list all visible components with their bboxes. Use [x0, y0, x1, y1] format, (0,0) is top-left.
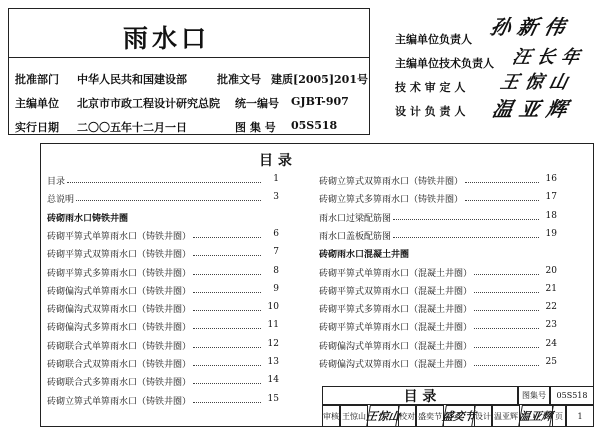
contents-entry-page: 21 [545, 283, 557, 294]
contents-entry-leader [193, 383, 261, 384]
contents-entry-page: 16 [545, 174, 557, 184]
contents-entry-leader [474, 310, 539, 311]
resp-label-design: 设 计 负 责 人 [395, 105, 466, 118]
contents-entry-label: 砖砌平箅式单箅雨水口（混凝土井圈） [319, 323, 473, 334]
approve-dept-label: 批准部门 [15, 73, 59, 86]
impl-date-label: 实行日期 [15, 121, 59, 134]
contents-entry [319, 320, 557, 337]
contents-entry [47, 394, 279, 411]
contents-entry-label: 砖砌雨水口铸铁井圈 [47, 213, 129, 224]
atlas-no-label: 图 集 号 [235, 121, 276, 134]
contents-entry-page: 3 [273, 192, 279, 203]
contents-entry [47, 174, 279, 191]
titleblock-title: 目 录 [322, 386, 518, 405]
contents-entry-label: 总说明 [47, 195, 75, 206]
contents-entry-label: 砖砌立箅式多箅雨水口（铸铁井圈） [319, 195, 464, 206]
titleblock-review-signature: 王惊山 [366, 405, 400, 427]
contents-entry-leader [193, 328, 261, 329]
contents-entry-label: 砖砌平箅式单箅雨水口（铸铁井圈） [47, 231, 192, 242]
titleblock-design-name: 温亚辉 [492, 405, 520, 427]
contents-entry [47, 357, 279, 374]
contents-entry [47, 229, 279, 246]
contents-entry-page: 10 [267, 302, 279, 313]
contents-entry-page: 11 [267, 320, 279, 331]
titleblock-review-label: 审核 [322, 405, 340, 427]
contents-entry-label: 砖砌平箅式单箅雨水口（混凝土井圈） [319, 268, 473, 279]
contents-entry-leader [193, 255, 261, 256]
contents-entry-page: 17 [545, 192, 557, 203]
contents-entry-page: 14 [267, 375, 279, 386]
responsible-persons [395, 15, 595, 135]
contents-entry-page: 20 [545, 265, 557, 276]
atlas-no: 05S518 [291, 119, 338, 132]
contents-entry [47, 339, 279, 356]
contents-entry-label: 砖砌联合式多箅雨水口（铸铁井圈） [47, 378, 192, 389]
contents-entry-leader [474, 365, 539, 366]
contents-entry-label: 砖砌联合式单箅雨水口（铸铁井圈） [47, 341, 192, 352]
contents-entry-leader [393, 237, 539, 238]
page-title: 雨水口 [123, 24, 211, 53]
contents-entry [319, 174, 557, 191]
contents-entry-label: 砖砌平箅式双箅雨水口（混凝土井圈） [319, 286, 473, 297]
contents-entry-page: 19 [545, 228, 557, 239]
titleblock-design-label: 设计 [474, 405, 492, 427]
contents-entry [47, 302, 279, 319]
contents-entry-leader [474, 292, 539, 293]
contents-entry-label: 砖砌平箅式多箅雨水口（铸铁井圈） [47, 268, 192, 279]
contents-entry-leader [76, 200, 261, 201]
contents-entry-leader [193, 365, 261, 366]
contents-entry-leader [474, 274, 539, 275]
contents-entry-leader [193, 402, 261, 403]
titleblock-page-label: 页 [552, 405, 566, 427]
contents-entry-label: 雨水口过梁配筋图 [319, 213, 392, 224]
contents-entry-label: 砖砌平箅式多箅雨水口（混凝土井圈） [319, 305, 473, 316]
contents-entry-label: 砖砌立箅式双箅雨水口（铸铁井圈） [319, 177, 464, 187]
titleblock-atlas-label: 图集号 [518, 386, 550, 405]
contents-entry [47, 192, 279, 209]
contents-entry [47, 266, 279, 283]
titleblock-check-label: 校对 [398, 405, 416, 427]
contents-entry-page: 22 [545, 302, 557, 313]
titleblock-page-no: 1 [566, 405, 594, 427]
contents-entry-page: 12 [267, 338, 279, 349]
contents-entry-leader [193, 237, 261, 238]
contents-entry [319, 357, 557, 374]
contents-entry [319, 266, 557, 283]
contents-entry-page: 23 [545, 320, 557, 331]
contents-entry-leader [193, 310, 261, 311]
resp-signature-design: 温 亚 辉 [490, 97, 570, 121]
approve-doc-label: 批准文号 [217, 73, 261, 86]
contents-entry-page: 13 [267, 357, 279, 367]
contents-entry-leader [67, 182, 261, 183]
header-row-date [9, 113, 369, 139]
header-row-chief [9, 89, 369, 115]
contents-entry-page: 9 [273, 283, 279, 294]
contents-entry [319, 284, 557, 301]
resp-signature-chief: 孙 新 伟 [488, 15, 568, 39]
contents-entry [47, 320, 279, 337]
approve-doc: 建质[2005]201号 [271, 73, 368, 86]
impl-date: 二〇〇五年十二月一日 [77, 121, 187, 134]
contents-entry [319, 247, 557, 264]
contents-entry-label: 砖砌偏沟式双箅雨水口（混凝土井圈） [319, 360, 473, 370]
contents-entry-leader [474, 347, 539, 348]
contents-entry [47, 375, 279, 392]
contents-entry [319, 229, 557, 246]
contents-entry-page: 18 [545, 210, 557, 221]
resp-signature-review: 王 惊 山 [498, 72, 570, 93]
contents-entry [319, 192, 557, 209]
contents-entry-leader [193, 274, 261, 275]
contents-entry-leader [193, 347, 261, 348]
contents-entry-label: 砖砌雨水口混凝土井圈 [319, 250, 410, 261]
contents-entry-label: 砖砌平箅式双箅雨水口（铸铁井圈） [47, 250, 192, 261]
contents-entry-label: 砖砌偏沟式多箅雨水口（铸铁井圈） [47, 323, 192, 334]
contents-entry-leader [393, 219, 539, 220]
approve-dept: 中华人民共和国建设部 [77, 73, 187, 86]
resp-label-tech: 主编单位技术负责人 [395, 57, 494, 70]
titleblock-review-name: 王惊山 [340, 405, 368, 427]
title-box [9, 9, 369, 58]
unified-no: GJBT-907 [291, 95, 349, 108]
contents-entry [47, 284, 279, 301]
title-block [322, 386, 594, 427]
contents-frame [40, 143, 594, 427]
contents-entry-label: 砖砌立箅式单箅雨水口（铸铁井圈） [47, 396, 192, 407]
contents-entry-leader [474, 328, 539, 329]
contents-entry [319, 302, 557, 319]
contents-entry-page: 1 [273, 174, 279, 184]
contents-entry-page: 6 [273, 228, 279, 239]
contents-entry-page: 7 [273, 247, 279, 258]
contents-entry [319, 211, 557, 228]
chief-unit: 北京市市政工程设计研究总院 [77, 97, 220, 110]
contents-entry-page: 15 [267, 393, 279, 404]
titleblock-check-signature: 盛奕节 [442, 405, 476, 427]
contents-entry-page: 25 [545, 357, 557, 367]
resp-label-chief: 主编单位负责人 [395, 33, 472, 46]
chief-unit-label: 主编单位 [15, 97, 59, 110]
resp-label-review: 技 术 审 定 人 [395, 81, 466, 94]
contents-entry [47, 247, 279, 264]
contents-entry-leader [193, 292, 261, 293]
resp-signature-tech: 汪 长 年 [510, 47, 582, 68]
contents-entry-label: 雨水口盖板配筋图 [319, 231, 392, 242]
contents-entry-label: 砖砌偏沟式双箅雨水口（铸铁井圈） [47, 305, 192, 316]
contents-entry [47, 211, 279, 228]
contents-entry [319, 339, 557, 356]
header-row-approve [9, 65, 369, 91]
contents-entry-label: 砖砌偏沟式单箅雨水口（铸铁井圈） [47, 286, 192, 297]
contents-entry-label: 目录 [47, 177, 66, 187]
contents-entry-leader [465, 182, 539, 183]
contents-entry-label: 砖砌联合式双箅雨水口（铸铁井圈） [47, 360, 192, 370]
unified-no-label: 统一编号 [235, 97, 279, 110]
titleblock-atlas-no: 05S518 [550, 386, 594, 405]
titleblock-check-name: 盛奕节 [416, 405, 444, 427]
contents-entry-label: 砖砌偏沟式单箅雨水口（混凝土井圈） [319, 341, 473, 352]
header-block [8, 8, 370, 135]
titleblock-design-signature: 温亚辉 [518, 405, 554, 427]
contents-entry-page: 24 [545, 338, 557, 349]
contents-entry-page: 8 [273, 265, 279, 276]
contents-entry-leader [465, 200, 539, 201]
contents-title: 目 录 [259, 153, 292, 169]
